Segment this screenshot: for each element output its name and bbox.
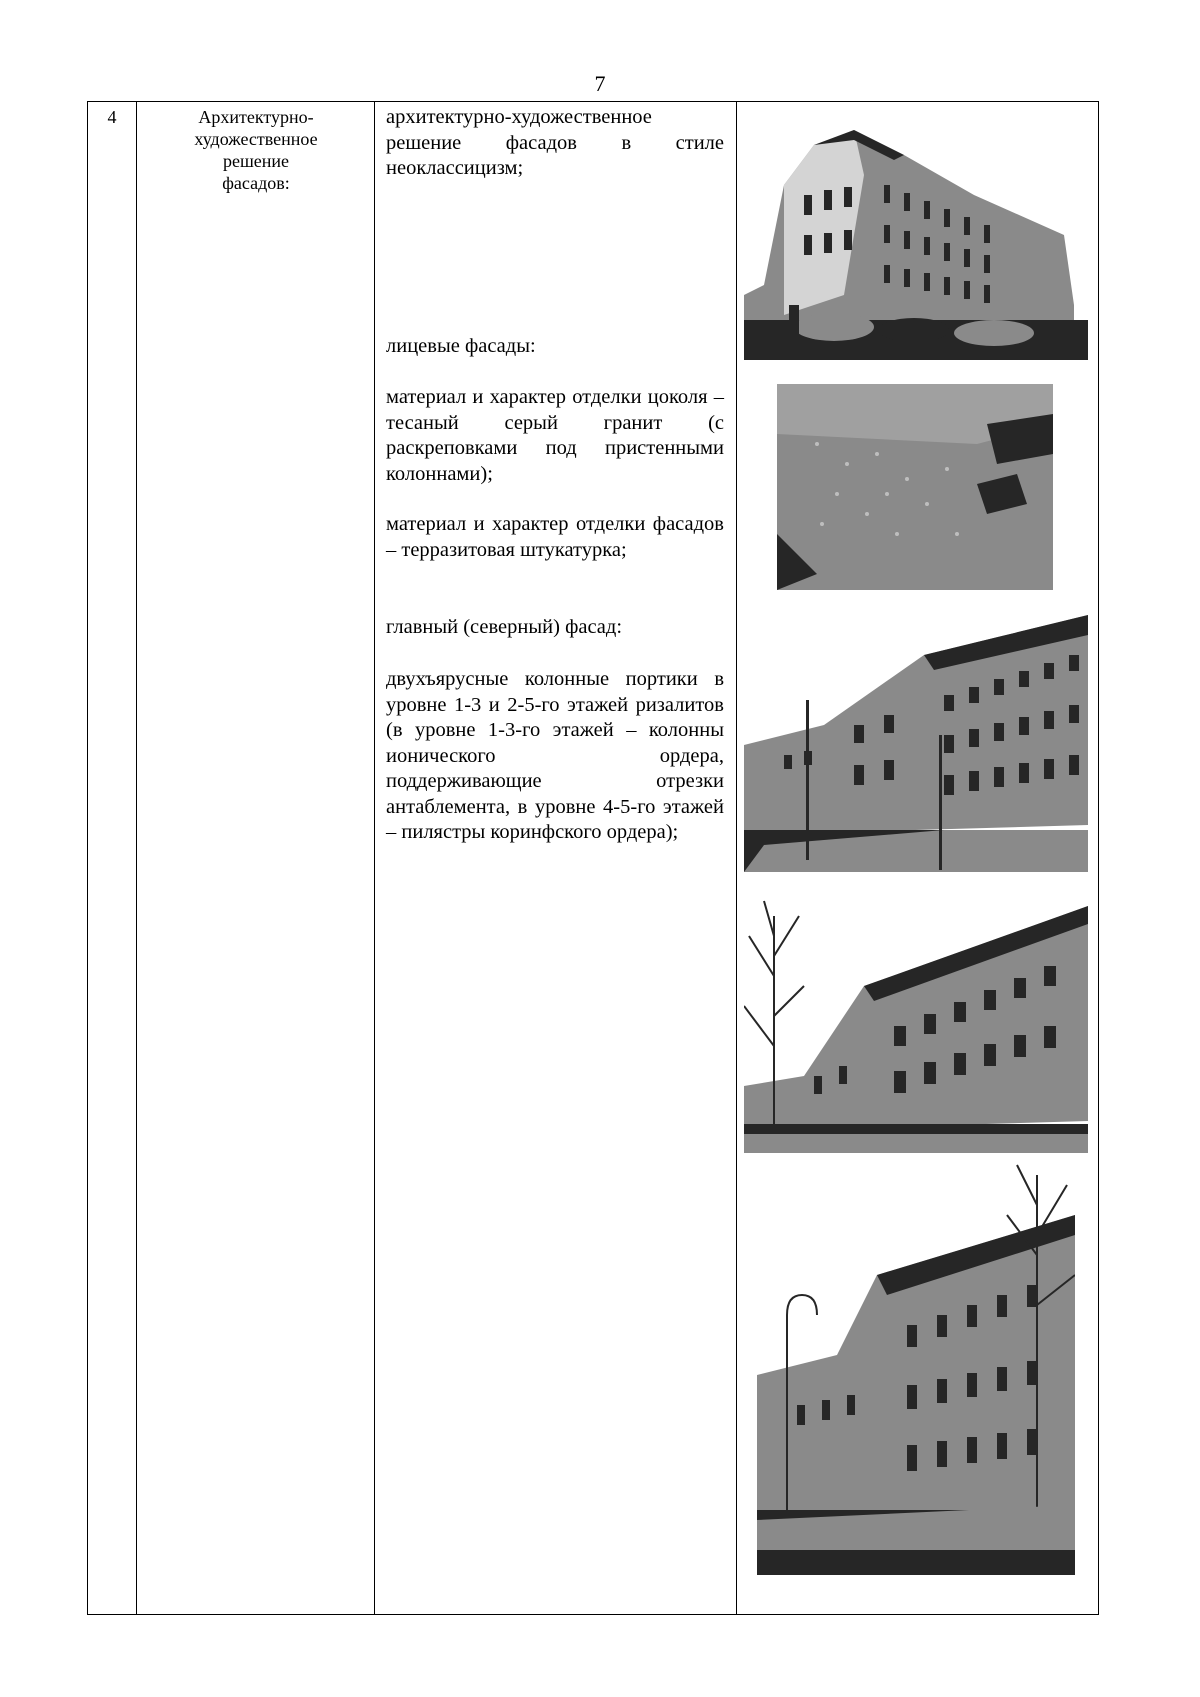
north-facade-photo-1 <box>744 615 1088 872</box>
row-name-line: решение <box>222 151 290 171</box>
row-name <box>136 106 376 194</box>
description-paragraph: двухъярусные колонные портики в уровне 1-3 и 2-5-го этажей ризалитов (в уровне 1-3-го этажей – колонны ионического ордера, поддерживающие отрезки антаблемента, в уровне 4-5-го этажей – пилястры коринфского ордера); <box>386 668 724 843</box>
corner-building-photo <box>744 115 1088 360</box>
row-name-line: художественное <box>194 129 318 149</box>
row-name-line: фасадов: <box>222 173 290 193</box>
description-paragraph: материал и характер отделки фасадов – терразитовая штукатурка; <box>386 513 724 561</box>
column-divider <box>736 102 737 1614</box>
description-paragraph: лицевые фасады: <box>386 335 536 357</box>
description-paragraph: главный (северный) фасад: <box>386 616 623 638</box>
column-divider <box>136 102 137 1614</box>
column-divider <box>374 102 375 1614</box>
row-name-line: Архитектурно- <box>198 107 314 127</box>
north-facade-photo-2 <box>744 896 1088 1153</box>
description-paragraph: материал и характер отделки цоколя – тесаный серый гранит (с раскреповками под пристенными колоннами); <box>386 386 724 485</box>
north-facade-photo-3 <box>757 1155 1075 1575</box>
page-number: 7 <box>594 71 606 96</box>
attributes-table <box>87 101 1099 1615</box>
granite-plinth-photo <box>777 384 1053 590</box>
row-number: 4 <box>107 107 117 127</box>
description-paragraph: архитектурно-художественное решение фасадов в стиле неоклассицизм; <box>386 106 724 179</box>
